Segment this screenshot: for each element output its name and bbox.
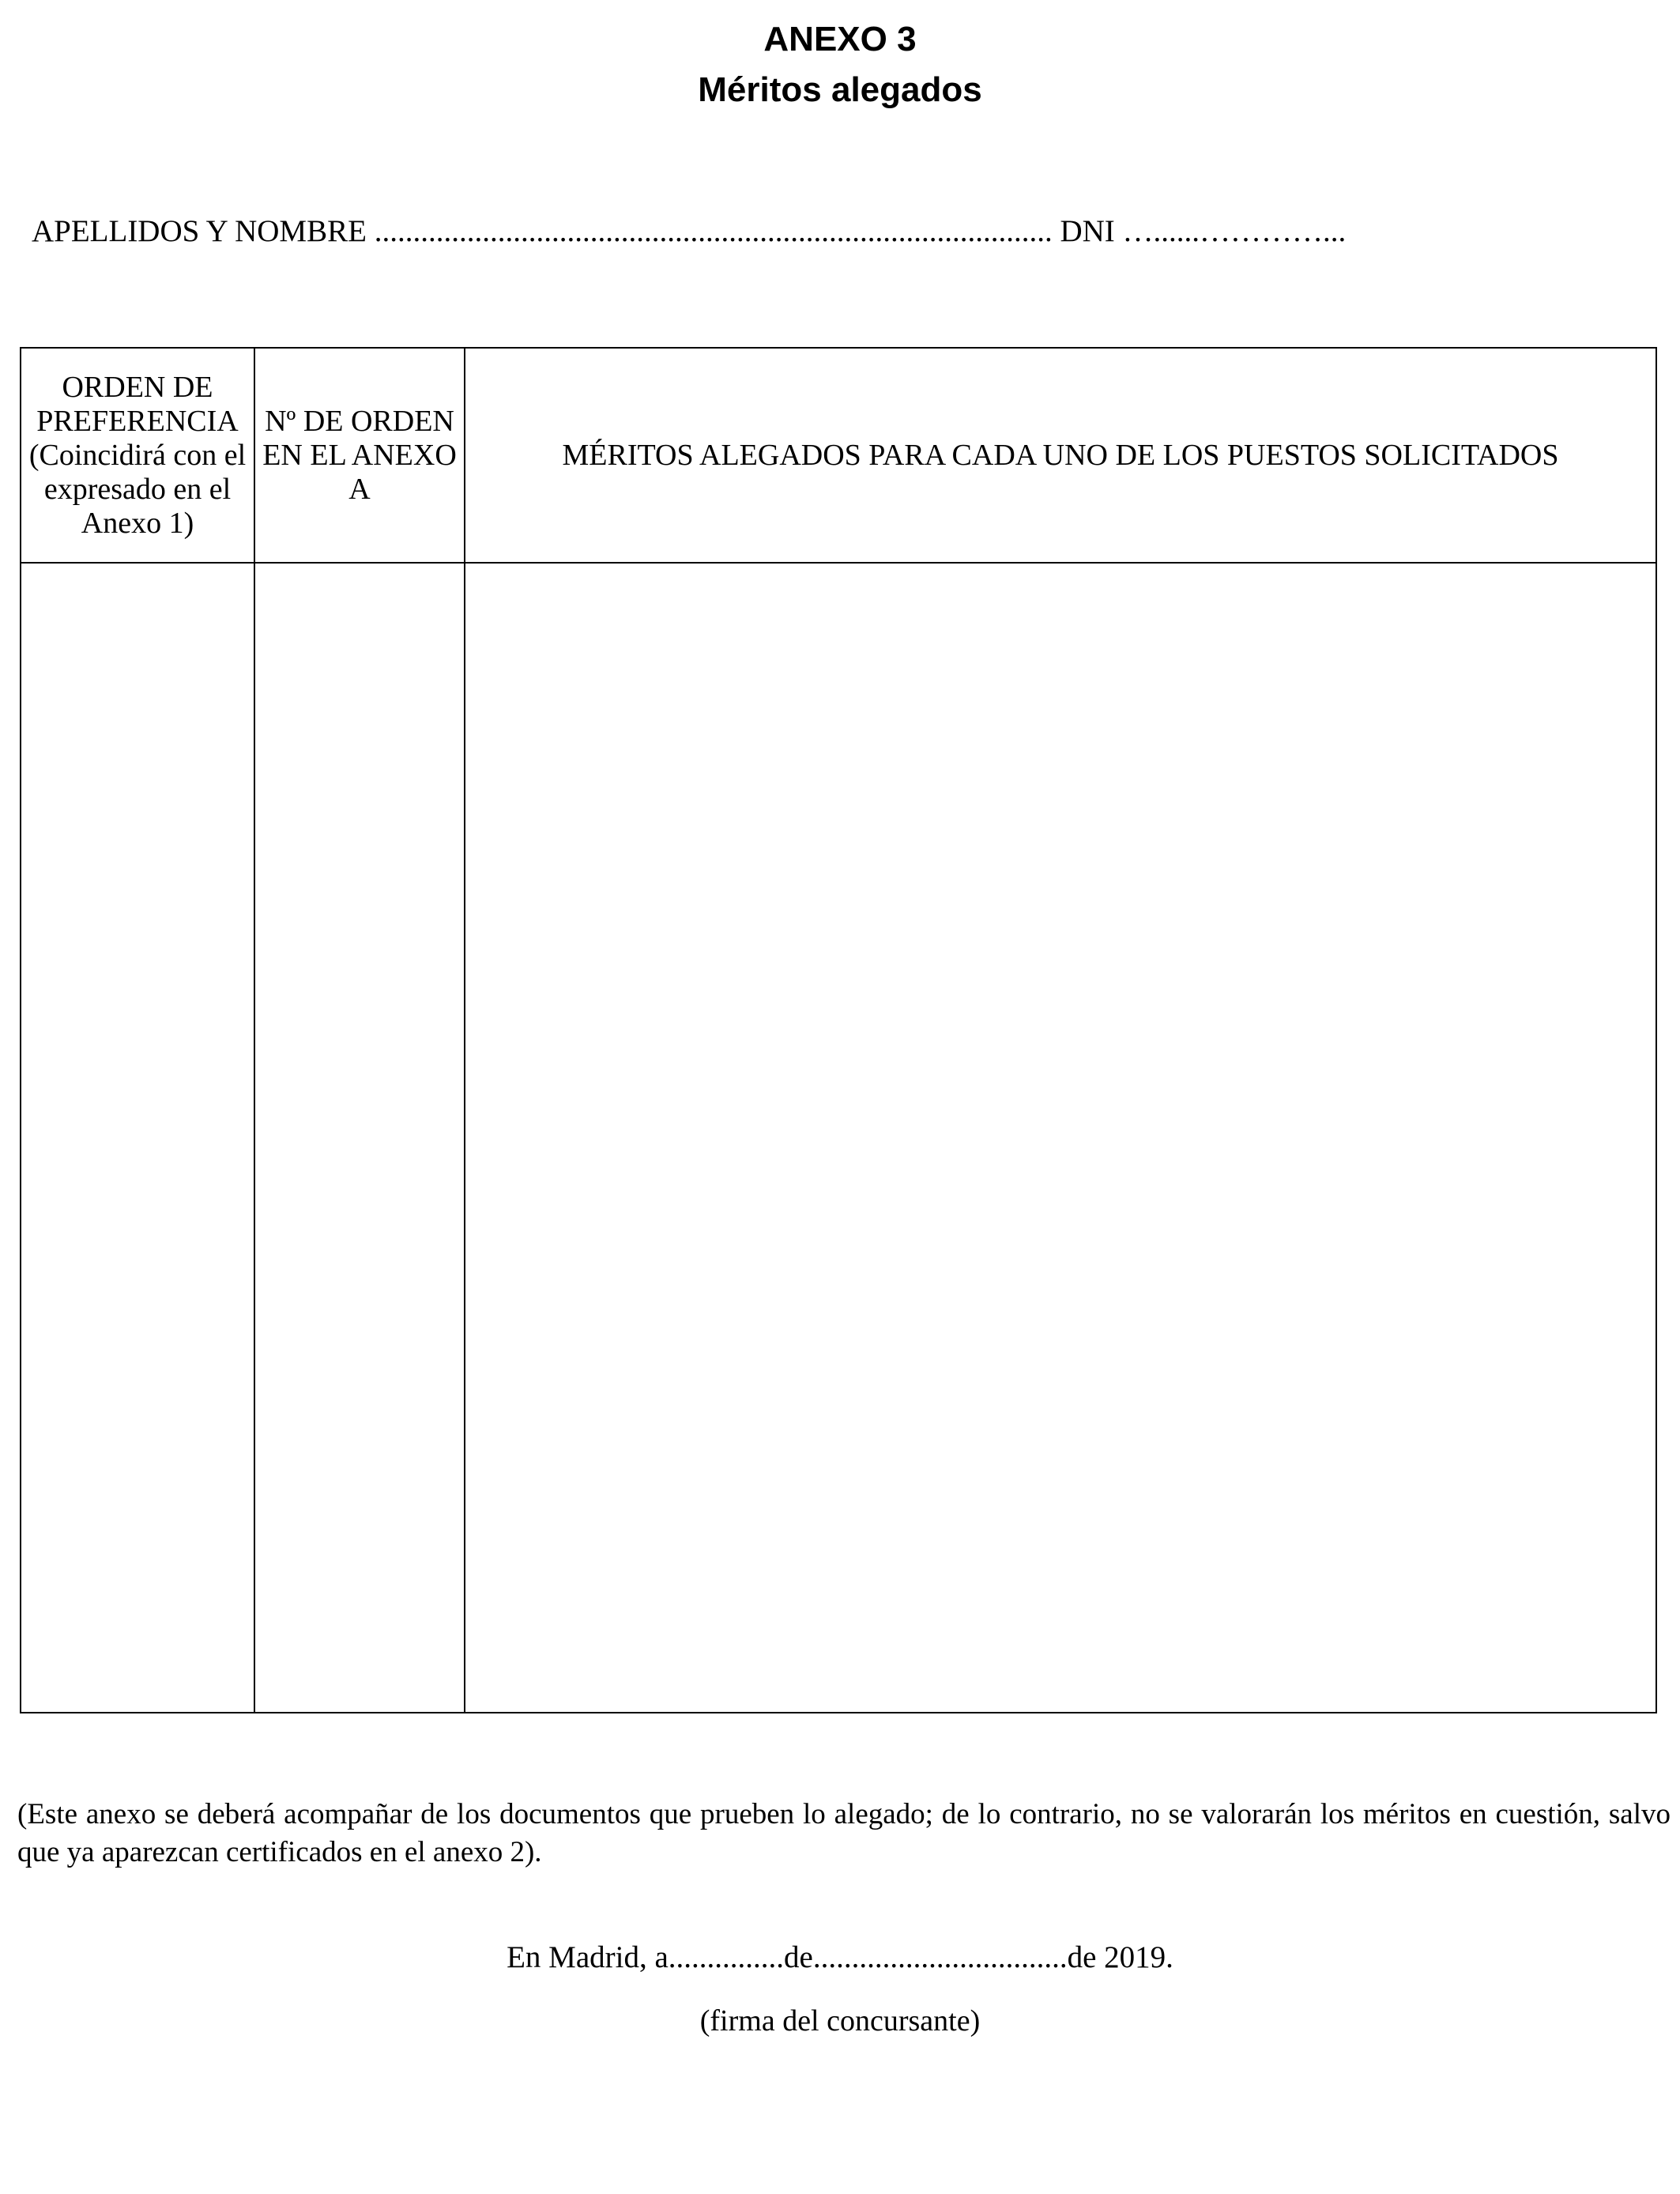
applicant-name-dni-line: APELLIDOS Y NOMBRE ........................................................................................ DNI …......…………...: [32, 214, 1347, 248]
merits-cell: [465, 563, 1656, 1713]
merits-header: MÉRITOS ALEGADOS PARA CADA UNO DE LOS PUESTOS SOLICITADOS: [465, 348, 1656, 563]
annex-subtitle: Méritos alegados: [698, 70, 982, 109]
signature-label: (firma del concursante): [699, 2004, 981, 2038]
table-body-row: [21, 563, 1656, 1713]
merits-table: [20, 347, 1657, 1713]
annex-a-order-number-cell: [254, 563, 465, 1713]
annex-a-order-number-header: Nº DE ORDEN EN EL ANEXO A: [254, 348, 465, 563]
annex-title: ANEXO 3: [763, 20, 917, 58]
place-date-line: En Madrid, a...............de.................................de 2019.: [507, 1940, 1173, 1974]
preference-order-header: ORDEN DE PREFERENCIA (Coincidirá con el expresado en el Anexo 1): [21, 348, 254, 563]
preference-order-cell: [21, 563, 254, 1713]
table-header-row: [21, 348, 1656, 563]
documentation-note: (Este anexo se deberá acompañar de los documentos que prueben lo alegado; de lo contrario, no se valorarán los méritos en cuestión, salvo que ya aparezcan certificados en el anexo 2).: [17, 1798, 1671, 1868]
document-header: [0, 14, 1680, 115]
